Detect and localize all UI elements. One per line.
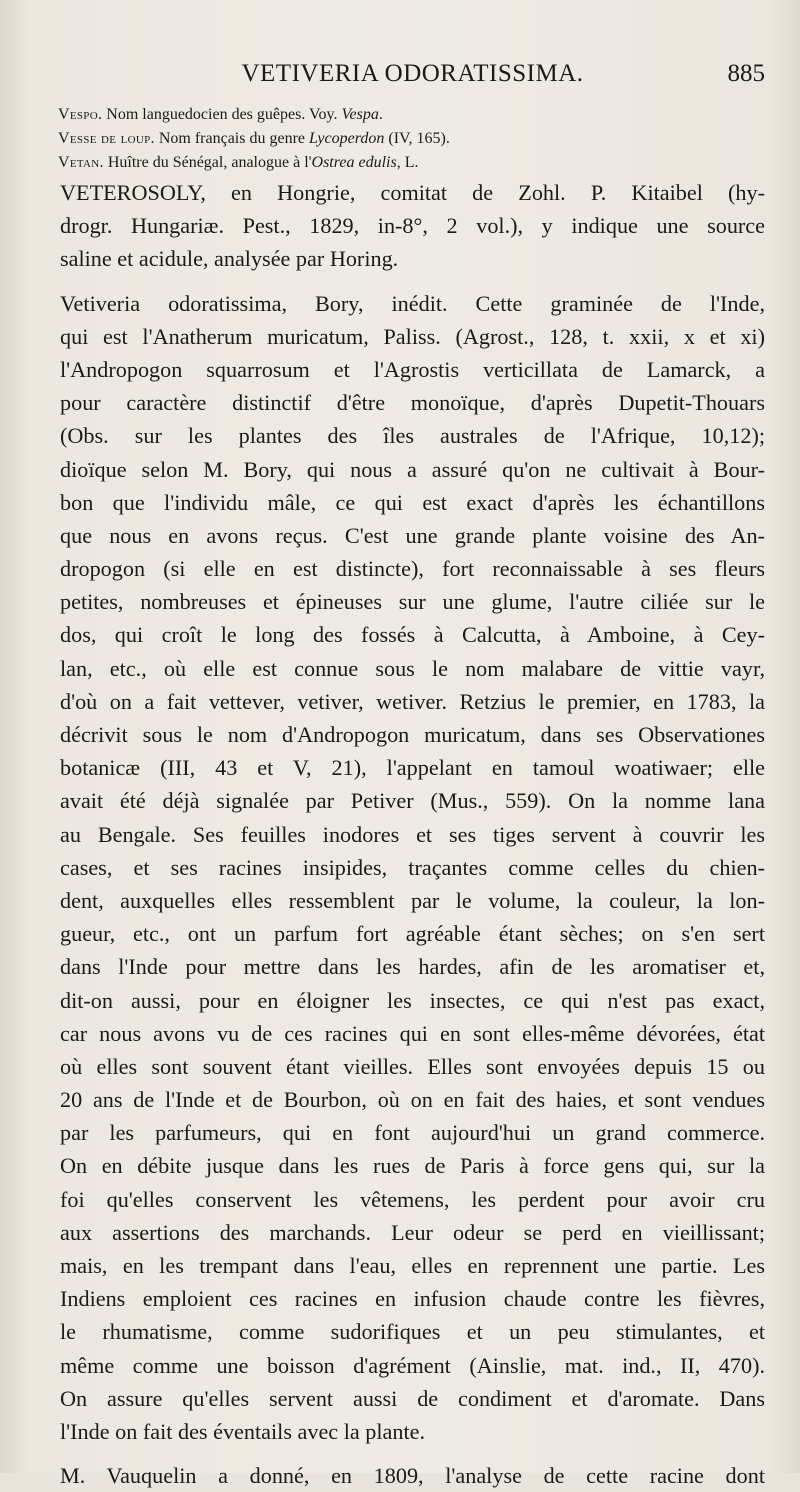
text-line: On en débite jusque dans les rues de Paris à force gens qui, sur la [60, 1153, 765, 1179]
text-line: gueur, etc., ont un parfum fort agréable étant sèches; on s'en sert [60, 921, 765, 947]
text-line: petites, nombreuses et épineuses sur une glume, l'autre ciliée sur le [60, 589, 765, 615]
text-line: dos, qui croît le long des fossés à Calcutta, à Amboine, à Cey- [60, 622, 765, 648]
text-line: que nous en avons reçus. C'est une grande plante voisine des An- [60, 522, 765, 548]
text-line: 20 ans de l'Inde et de Bourbon, où on en fait des haies, et sont vendues [60, 1087, 765, 1113]
paragraph-vauquelin [60, 1459, 765, 1492]
text-line: drogr. Hungariæ. Pest., 1829, in-8°, 2 vol.), y indique une source [60, 213, 765, 239]
entry-tail: . [378, 106, 383, 123]
entry-vesse-de-loup [58, 127, 763, 151]
text-line: saline et acidule, analysée par Horing. [60, 246, 399, 272]
text-line: le rhumatisme, comme sudorifiques et un peu stimulantes, et [60, 1319, 765, 1345]
text-line: Indiens emploient ces racines en infusion chaude contre les fièvres, [60, 1286, 765, 1312]
text-line: d'où on a fait vettever, vetiver, wetiver. Retzius le premier, en 1783, la [60, 688, 765, 714]
entry-head: Vetan. [58, 154, 104, 171]
entry-head: Vesse de loup. [58, 130, 155, 147]
text-line: VETEROSOLY, en Hongrie, comitat de Zohl. P. Kitaibel (hy- [60, 180, 765, 205]
entry-text: Nom languedocien des guêpes. Voy. [102, 106, 342, 123]
text-line: avait été déjà signalée par Petiver (Mus., 559). On la nomme lana [60, 788, 765, 814]
text-line: dioïque selon M. Bory, qui nous a assuré qu'on ne cultivait à Bour- [60, 456, 765, 482]
body-text [60, 176, 765, 1492]
entry-text: Huître du Sénégal, analogue à l' [103, 154, 312, 171]
entry-tail: (IV, 165). [384, 130, 450, 147]
text-line: M. Vauquelin a donné, en 1809, l'analyse de cette racine dont [60, 1463, 765, 1489]
text-line: l'Andropogon squarrosum et l'Agrostis verticillata de Lamarck, a [60, 356, 765, 382]
text-line: l'Inde on fait des éventails avec la plante. [60, 1418, 426, 1444]
entry-gap [60, 276, 765, 287]
text-line: car nous avons vu de ces racines qui en sont elles-même dévorées, état [60, 1020, 765, 1046]
text-line: mais, en les trempant dans l'eau, elles en reprennent une partie. Les [60, 1253, 765, 1278]
page-header [60, 60, 765, 100]
text-line: lan, etc., où elle est connue sous le nom malabare de vittie vayr, [60, 655, 765, 681]
entry-vespo [58, 103, 763, 127]
text-line: dropogon (si elle en est distincte), fort reconnaissable à ses fleurs [60, 556, 765, 582]
page-number: 885 [727, 60, 765, 87]
text-line: où elles sont souvent étant vieilles. Elles sont envoyées depuis 15 ou [60, 1053, 765, 1079]
text-line: dans l'Inde pour mettre dans les hardes, afin de les aromatiser et, [60, 954, 765, 980]
text-line: qui est l'Anatherum muricatum, Paliss. (Agrost., 128, t. xxii, x et xi) [60, 323, 765, 349]
text-line: foi qu'elles conservent les vêtemens, les perdent pour avoir cru [60, 1186, 765, 1212]
running-title: VETIVERIA ODORATISSIMA. [241, 60, 584, 87]
text-line: (Obs. sur les plantes des îles australes de l'Afrique, 10,12); [60, 423, 765, 449]
entry-italic: Vespa [341, 106, 379, 123]
entry-tail: , L. [396, 154, 419, 171]
text-line: On assure qu'elles servent aussi de condiment et d'aromate. Dans [60, 1385, 765, 1411]
text-line: pour caractère distinctif d'être monoïque, d'après Dupetit-Thouars [60, 390, 765, 416]
entry-italic: Ostrea edulis [311, 154, 397, 171]
text-line: dit-on aussi, pour en éloigner les insectes, ce qui n'est pas exact, [60, 987, 765, 1013]
text-line: cases, et ses racines insipides, traçantes comme celles du chien- [60, 854, 765, 880]
text-line: par les parfumeurs, qui en font aujourd'hui un grand commerce. [60, 1120, 765, 1146]
text-line: dent, auxquelles elles ressemblent par le volume, la couleur, la lon- [60, 887, 765, 913]
entry-veterosoly [60, 176, 765, 276]
text-line: décrivit sous le nom d'Andropogon muricatum, dans ses Observationes [60, 722, 765, 747]
entry-gap [60, 1448, 765, 1459]
entry-vetiveria-odoratissima [60, 287, 765, 1449]
text-line: botanicæ (III, 43 et V, 21), l'appelant en tamoul woatiwaer; elle [60, 755, 765, 781]
entry-text: Nom français du genre [154, 130, 309, 147]
text-line: au Bengale. Ses feuilles inodores et ses tiges servent à couvrir les [60, 821, 765, 847]
entry-italic: Lycoperdon [309, 130, 385, 147]
text-line: Vetiveria odoratissima, Bory, inédit. Cette graminée de l'Inde, [60, 290, 765, 316]
entry-head: Vespo. [58, 106, 103, 123]
text-line: même comme une boisson d'agrément (Ainslie, mat. ind., II, 470). [60, 1352, 765, 1378]
text-line: aux assertions des marchands. Leur odeur se perd en vieillissant; [60, 1219, 765, 1245]
text-line: bon que l'individu mâle, ce qui est exact d'après les échantillons [60, 489, 765, 515]
entry-vetan [58, 151, 763, 175]
small-entries [58, 103, 763, 175]
